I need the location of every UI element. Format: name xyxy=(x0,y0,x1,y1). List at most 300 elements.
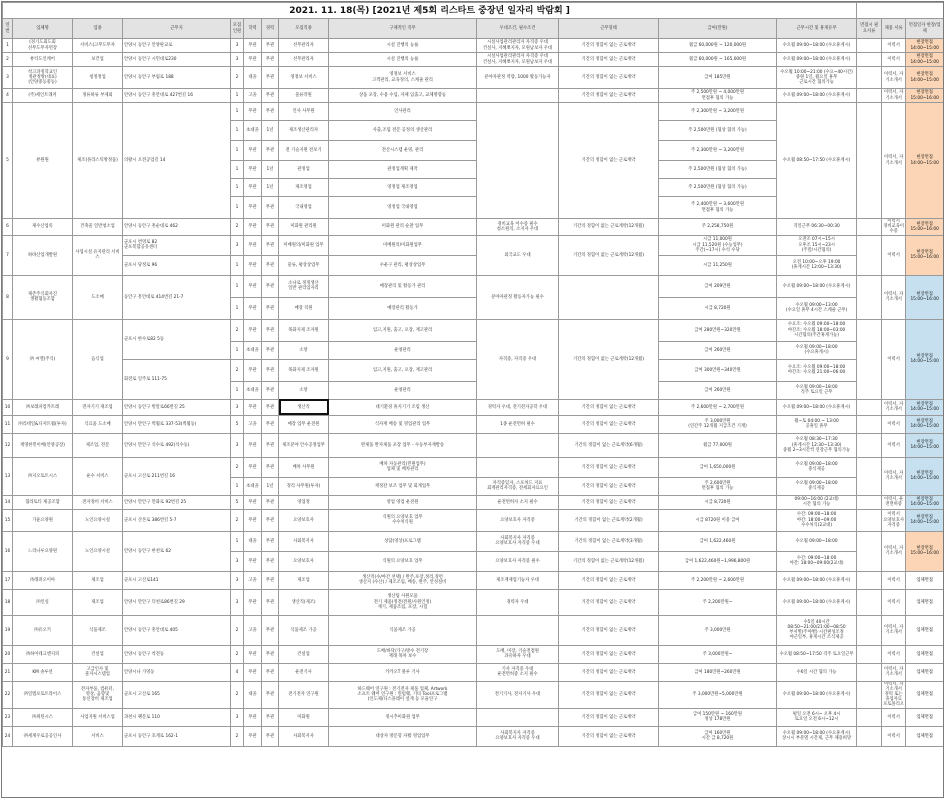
job-title[interactable]: 경리 사무원(투자) xyxy=(279,477,329,495)
employment-type[interactable]: 기간의 정함이 없는 근로계약 xyxy=(559,495,659,509)
company-name[interactable]: 하바산업개발원 xyxy=(13,235,73,275)
employment-type[interactable]: 기간의 정함이 없는 근로계약 xyxy=(559,103,659,219)
work-hours[interactable]: 수오월 08:50~17:50 격주 토요일근무 xyxy=(777,645,857,663)
work-hours[interactable]: 수요조: 수오월 09:00~18:00 야간조: 수오월 21:00~06:00 xyxy=(777,359,857,381)
work-location[interactable]: 과천시 팽문로 110 xyxy=(123,708,231,726)
employment-type[interactable]: 기간의 정함이 없는 근로계약(12개월) xyxy=(559,219,659,236)
industry[interactable]: 사업지원 서비스업 xyxy=(73,708,123,726)
job-title[interactable]: 관정업 xyxy=(279,161,329,179)
industry[interactable]: 서비스 xyxy=(73,726,123,746)
work-location[interactable]: 군포시 당정로 96 xyxy=(123,255,231,275)
industry[interactable]: 음식업 xyxy=(73,319,123,399)
work-hours[interactable]: 오전 10:00~오후 19:00 (휴게시간 12:00~13:30) xyxy=(777,255,857,275)
company-name[interactable]: 제수산업록 xyxy=(13,219,73,236)
education[interactable]: 초대졸 xyxy=(244,341,262,359)
job-duty[interactable]: 수운구 관리, 평상상업무 xyxy=(329,255,477,275)
employment-type[interactable]: 기간의 정함이 없는 근로계약 xyxy=(559,663,659,681)
job-duty[interactable]: 도배/바닥/가구/방수 전기장 재래 목차 보수 xyxy=(329,645,477,663)
interview-docs-note[interactable] xyxy=(857,103,882,219)
headcount[interactable]: 2 xyxy=(231,681,244,708)
job-title[interactable]: 제조분야 안수공정업무 xyxy=(279,433,329,457)
interview-docs-note[interactable] xyxy=(857,457,882,495)
work-hours[interactable]: 월~토 04:00 ~ 13:00 공휴일 휴무 xyxy=(777,415,857,433)
employment-type[interactable]: 기간의 정함이 없는 근로계약 xyxy=(559,477,659,495)
job-duty[interactable]: 운영관리 xyxy=(329,341,477,359)
work-location[interactable]: 군포시 번영로 82 군포복합공유센터 xyxy=(123,235,231,255)
salary[interactable]: 주 2,200만원~ xyxy=(659,589,777,615)
job-duty[interactable]: 입고,지원, 출고, 포장, 재고관리 xyxy=(329,319,477,341)
interview-docs-note[interactable] xyxy=(857,589,882,615)
salary[interactable]: 시급 11,000원 시급 11,520원 (수능업무) 주간(~17시) 수석 수당 xyxy=(659,235,777,255)
headcount[interactable]: 1 xyxy=(231,297,244,319)
company-name[interactable]: (경기도회도회 선무도무자면장 xyxy=(13,39,73,53)
education[interactable]: 무관 xyxy=(244,433,262,457)
job-title[interactable]: 목화지제 조자원 xyxy=(279,319,329,341)
interview-schedule[interactable]: 업체면접 xyxy=(906,663,944,681)
row-number[interactable]: 8 xyxy=(3,275,13,319)
job-duty[interactable]: 식품제조 가공 xyxy=(329,615,477,645)
employment-type[interactable]: 기간의 정함이 없는 근로계약(6개월) xyxy=(559,433,659,457)
education[interactable]: 고졸 xyxy=(244,415,262,433)
interview-docs-note[interactable] xyxy=(857,319,882,399)
education[interactable]: 무관 xyxy=(244,53,262,67)
job-title[interactable]: 건설업 xyxy=(279,645,329,663)
job-title[interactable]: 소망 xyxy=(279,341,329,359)
required-docs[interactable]: 이력서, 자기소개서 xyxy=(882,663,906,681)
education[interactable]: 대졸 xyxy=(244,531,262,551)
work-location[interactable]: 화전로 일주로 111-75 xyxy=(123,359,231,399)
work-location[interactable]: 안양시 동안구 부림로 188 xyxy=(123,67,231,89)
experience[interactable]: 무관 xyxy=(262,255,279,275)
interview-docs-note[interactable] xyxy=(857,219,882,236)
row-number[interactable]: 16 xyxy=(3,531,13,571)
work-hours[interactable]: 수요조: 수오월 09:00~18:00 야간조: 수오월 18:00~03:00 시간협의(주간휴게가능) xyxy=(777,319,857,341)
required-docs[interactable]: 이력서 xyxy=(882,415,906,433)
salary[interactable]: 주 2,500만원 ~ 4,000만원 면접후 협의 가능 xyxy=(659,89,777,103)
salary[interactable]: 급여 185만원 xyxy=(659,67,777,89)
preferred-conditions[interactable]: 자격증, 자격증 우대 xyxy=(477,319,559,399)
row-number[interactable]: 20 xyxy=(3,645,13,663)
interview-docs-note[interactable] xyxy=(857,67,882,89)
salary[interactable]: 급여 160만원 시간 급 8,720원 xyxy=(659,726,777,746)
employment-type[interactable]: 기간의 정함이 없는 근로계약 xyxy=(559,89,659,103)
job-duty[interactable]: 미배원의/미화원업무 xyxy=(329,235,477,255)
company-name[interactable]: 가윤요양원 xyxy=(13,509,73,531)
headcount[interactable]: 1 xyxy=(231,477,244,495)
job-title[interactable]: 전기전자 연구원 xyxy=(279,681,329,708)
experience[interactable]: 무관 xyxy=(262,457,279,477)
job-title[interactable]: 물류, 평상상업무 xyxy=(279,255,329,275)
interview-schedule[interactable]: 현장면접 15:00~16:00 xyxy=(906,89,944,103)
job-duty[interactable]: 식원의 요양보호 업무 xyxy=(329,551,477,571)
headcount[interactable]: 1 xyxy=(231,341,244,359)
preferred-conditions[interactable] xyxy=(477,433,559,457)
job-duty[interactable]: 영업 영업 운전원 xyxy=(329,495,477,509)
job-duty[interactable]: 미화원 관리 순찰 업무 xyxy=(329,219,477,236)
education[interactable]: 무관 xyxy=(244,255,262,275)
experience[interactable]: 무관 xyxy=(262,708,279,726)
headcount[interactable]: 3 xyxy=(231,708,244,726)
interview-schedule[interactable]: 현장면접 15:00~16:00 xyxy=(906,531,944,571)
interview-docs-note[interactable] xyxy=(857,615,882,645)
industry[interactable]: 식료품 도소매 xyxy=(73,415,123,433)
interview-docs-note[interactable] xyxy=(857,415,882,433)
company-name[interactable]: 뷰티도인케어 xyxy=(13,53,73,67)
interview-schedule[interactable]: 현장면접 15:00~16:00 xyxy=(906,235,944,275)
headcount[interactable]: 1 xyxy=(231,161,244,179)
work-hours[interactable]: 수간: 09:00~18:00 야간: 18:00~09:00 수수처식(2교대) xyxy=(777,509,857,531)
work-hours[interactable]: 수오월 09:00~18:00 중식제공 xyxy=(777,457,857,477)
row-number[interactable]: 23 xyxy=(3,708,13,726)
salary[interactable]: 월급 60,000원 ~ 120,000원 xyxy=(659,39,777,53)
headcount[interactable]: 1 xyxy=(231,531,244,551)
work-hours[interactable]: 수6일 시간 협의 가능 xyxy=(777,663,857,681)
job-title[interactable]: 요양보호사 xyxy=(279,551,329,571)
interview-schedule[interactable]: 현장면접 14:00~15:00 xyxy=(906,457,944,495)
employment-type[interactable]: 기간의 정함이 없는 근로계약 xyxy=(559,645,659,663)
company-name[interactable]: 느리나루요양원 xyxy=(13,531,73,571)
salary[interactable]: 주 2,300만원 ~ 3,200만원 xyxy=(659,141,777,161)
preferred-conditions[interactable]: 도배, 미장, 기술전점원 과유하자 우대 xyxy=(477,645,559,663)
industry[interactable]: 사업시설 유지관리 서비스 xyxy=(73,235,123,275)
work-location[interactable]: 안양시 동안구 흥안대로 427번길 16 xyxy=(123,89,231,103)
experience[interactable]: 1년 xyxy=(262,179,279,197)
experience[interactable]: 무관 xyxy=(262,726,279,746)
work-hours[interactable]: 격일근무 06:30~00:30 xyxy=(777,219,857,236)
employment-type[interactable]: 기간의 정함이 없는 근로계약(12개월) xyxy=(559,235,659,275)
education[interactable]: 무관 xyxy=(244,219,262,236)
required-docs[interactable]: 이력서, 자기소개서 xyxy=(882,531,906,571)
interview-schedule[interactable]: 현장면접 14:00~15:00 xyxy=(906,53,944,67)
job-title[interactable]: 목화지제 조자원 xyxy=(279,359,329,381)
work-location[interactable]: 안양시 동안구 착전동 xyxy=(123,645,231,663)
company-name[interactable]: ㈜리테일&디저트월(투자) xyxy=(13,415,73,433)
job-duty[interactable]: 운영관리 xyxy=(329,381,477,399)
headcount[interactable]: 2 xyxy=(231,726,244,746)
company-name[interactable]: 협라토티 제공조합 xyxy=(13,495,73,509)
industry[interactable]: 노인요양시설 xyxy=(73,531,123,571)
employment-type[interactable]: 기간의 정함이 없는 근로계약 xyxy=(559,726,659,746)
education[interactable]: 고졸 xyxy=(244,89,262,103)
employment-type[interactable]: 기간의 정함이 없는 근로계약 xyxy=(559,681,659,708)
company-name[interactable]: ㈜위틴시스 xyxy=(13,708,73,726)
headcount[interactable]: 2 xyxy=(231,67,244,89)
job-duty[interactable]: 시설 진행의 능률 xyxy=(329,53,477,67)
interview-schedule[interactable]: 업체면접 xyxy=(906,708,944,726)
company-name[interactable]: 재영한민이베(안양공장) xyxy=(13,433,73,457)
interview-docs-note[interactable] xyxy=(857,645,882,663)
job-title[interactable]: 식품제조 가공 xyxy=(279,615,329,645)
interview-docs-note[interactable] xyxy=(857,571,882,589)
salary[interactable]: 급여 1,622,460원 xyxy=(659,531,777,551)
industry[interactable]: 전자정비 서비스 xyxy=(73,495,123,509)
salary[interactable]: 주 3,000만원~ xyxy=(659,645,777,663)
work-hours[interactable]: 오전조 07시~15시 오후조 15시~23시 (주말/시간협의) xyxy=(777,235,857,255)
headcount[interactable]: 1 xyxy=(231,255,244,275)
job-duty[interactable]: 영정업 제조영업 xyxy=(329,179,477,197)
experience[interactable]: 무관 xyxy=(262,551,279,571)
required-docs[interactable]: 이력서, 자기소개서 xyxy=(882,399,906,415)
job-duty[interactable]: 매장관리 및 활동가 관리 xyxy=(329,275,477,297)
job-title[interactable]: 영정보 서비스 xyxy=(279,67,329,89)
work-location[interactable]: 안양시 만안구 석수로 492(석수동) xyxy=(123,433,231,457)
salary[interactable]: 주 2,258,750원 xyxy=(659,219,777,236)
headcount[interactable]: 2 xyxy=(231,359,244,381)
experience[interactable]: 무관 xyxy=(262,415,279,433)
work-location[interactable]: 군포시 동안구 호계로 162-1 xyxy=(123,726,231,746)
job-duty[interactable]: 영정보 서비스 고객관리, 교육정의, 스케줄 관리 xyxy=(329,67,477,89)
education[interactable]: 무관 xyxy=(244,161,262,179)
job-title[interactable]: 미배원의/미화원 업무 xyxy=(279,235,329,255)
job-duty[interactable]: 생산직(수/야간 선택) / 완주,포장,정리,정련 생산지 (수산) / 제조조립, 배송, 완주, 안성설비 xyxy=(329,571,477,589)
job-duty[interactable]: 대기환경 휴지기기 조립 생산 xyxy=(329,399,477,415)
headcount[interactable]: 1 xyxy=(231,275,244,297)
interview-schedule[interactable]: 현장면접 14:00~15:00 xyxy=(906,39,944,53)
headcount[interactable]: 3 xyxy=(231,53,244,67)
work-location[interactable]: 군포시 한수로82 5동 xyxy=(123,319,231,359)
employment-type[interactable]: 기간의 정함이 없는 근로계약(12개월) xyxy=(559,551,659,571)
salary[interactable]: 급여 300만원~340만원 xyxy=(659,359,777,381)
required-docs[interactable]: 이력서 xyxy=(882,319,906,399)
job-duty[interactable]: 하드웨어 연구원 : 전기전자 제품 업체, Artwork 소프트 웨어 연구원 : 윈펌웨, 기타 Tool프로그램 (인도체/디스플레이 설계 등 모듈연구 xyxy=(329,681,477,708)
row-number[interactable]: 9 xyxy=(3,319,13,399)
job-duty[interactable]: 정시추미화원 업무 xyxy=(329,708,477,726)
interview-schedule[interactable]: 현장면접 14:00~15:00 xyxy=(906,433,944,457)
interview-docs-note[interactable] xyxy=(857,663,882,681)
work-hours[interactable]: 수오월 09:00~18:00 (수요휴게시) xyxy=(777,589,857,615)
experience[interactable]: 무관 xyxy=(262,681,279,708)
job-title[interactable]: 제조영업 xyxy=(279,179,329,197)
company-name[interactable]: 뷰원원 xyxy=(13,103,73,219)
industry[interactable]: 청정정업 xyxy=(73,67,123,89)
experience[interactable]: 무관 xyxy=(262,219,279,236)
work-hours[interactable]: 수오월 09:00~18:00 (수요휴게시) xyxy=(777,275,857,297)
headcount[interactable]: 3 xyxy=(231,589,244,615)
company-name[interactable]: 착고과정학교인 정관정방(대표) (안양중동중동) xyxy=(13,67,73,89)
employment-type[interactable]: 기간의 정함이 없는 근로계약 xyxy=(559,39,659,53)
headcount[interactable]: 3 xyxy=(231,235,244,255)
experience[interactable]: 무관 xyxy=(262,319,279,341)
job-title[interactable]: 운전기사 xyxy=(279,663,329,681)
industry[interactable]: 운수 서비스 xyxy=(73,457,123,495)
job-duty[interactable]: 전산시스템 운영, 관리 xyxy=(329,141,477,161)
row-number[interactable]: 6 xyxy=(3,219,13,236)
education[interactable]: 무관 xyxy=(244,663,262,681)
education[interactable]: 초대졸 xyxy=(244,121,262,141)
employment-type[interactable]: 기간의 정함이 없는 근로계약(12개월) xyxy=(559,319,659,399)
preferred-conditions[interactable]: 사회복지사 자격증 요양보호사 자격증 우대 xyxy=(477,726,559,746)
headcount[interactable]: 5 xyxy=(231,495,244,509)
interview-docs-note[interactable] xyxy=(857,433,882,457)
job-duty[interactable]: 매장관리 활동가 xyxy=(329,297,477,319)
employment-type[interactable]: 기간의 정함이 없는 근로계약 xyxy=(559,399,659,415)
job-duty[interactable]: 완제품 완자제품 포장 업무 - 수동부자재발송 xyxy=(329,433,477,457)
job-title[interactable]: 매장 업무 운전원 xyxy=(279,415,329,433)
salary[interactable]: 주 2,300만원 ~ 3,200만원 xyxy=(659,103,777,121)
education[interactable]: 무관 xyxy=(244,457,262,477)
row-number[interactable]: 7 xyxy=(3,235,13,275)
company-name[interactable]: ㈜유오키 xyxy=(13,615,73,645)
interview-docs-note[interactable] xyxy=(857,235,882,275)
experience[interactable]: 1년 xyxy=(262,121,279,141)
headcount[interactable]: 1 xyxy=(231,179,244,197)
interview-schedule[interactable]: 업체면접 xyxy=(906,615,944,645)
experience[interactable]: 무관 xyxy=(262,341,279,359)
salary[interactable]: 주 3,000만원 xyxy=(659,615,777,645)
headcount[interactable]: 3 xyxy=(231,551,244,571)
work-hours[interactable]: 09:00~16:00 (2교대) 시간 협의 가능 xyxy=(777,495,857,509)
education[interactable]: 무관 xyxy=(244,399,262,415)
work-hours[interactable]: 수5일 40시간 08:50~21:00/21:00~08:50 부서별(주야별) 시간편성조정 야근일부, 휴게시간 조식제공 xyxy=(777,615,857,645)
required-docs[interactable]: 이력서, 자기소개서 xyxy=(882,103,906,219)
experience[interactable]: 무관 xyxy=(262,645,279,663)
job-title[interactable]: 국내영업 xyxy=(279,197,329,219)
salary[interactable]: 급여 1,650,000원 xyxy=(659,457,777,477)
work-location[interactable]: 동안구 흥안대로 414번길 21-7 xyxy=(123,275,231,319)
experience[interactable]: 무관 xyxy=(262,589,279,615)
preferred-conditions[interactable]: 운전면허자 소지 필수 xyxy=(477,495,559,509)
job-title[interactable]: 미화원 관리원 xyxy=(279,219,329,236)
work-location[interactable]: 안양시 동안구 안양판교로 xyxy=(123,39,231,53)
headcount[interactable]: 2 xyxy=(231,509,244,531)
work-location[interactable]: 안양시나 가영동 xyxy=(123,663,231,681)
interview-docs-note[interactable] xyxy=(857,39,882,53)
education[interactable]: 무관 xyxy=(244,179,262,197)
job-duty[interactable]: 영정업 국내영업 xyxy=(329,197,477,219)
required-docs[interactable]: 이력서 xyxy=(882,53,906,67)
job-duty[interactable]: 식자재 배송 및 영업관리 업무 xyxy=(329,415,477,433)
company-name[interactable]: ㈜하이테크엔지퍼 xyxy=(13,645,73,663)
row-number[interactable]: 2 xyxy=(3,53,13,67)
job-duty[interactable]: 생산팀 사원모품 전기 제품(정전/전원/사원인정) 재기, 제품조립, 포장, 시험 xyxy=(329,589,477,615)
preferred-conditions[interactable]: 분야자관정 역량, 1000 활동가능자 xyxy=(477,67,559,89)
salary[interactable]: 주 2,500만원 (협상 협의 가능) xyxy=(659,179,777,197)
headcount[interactable]: 1 xyxy=(231,141,244,161)
preferred-conditions[interactable]: 1종 운전면허 필수 xyxy=(477,415,559,433)
work-location[interactable]: 의왕시 오전공업길 14 xyxy=(123,103,231,219)
employment-type[interactable]: 기간의 정함이 없는 근로계약 xyxy=(559,53,659,67)
headcount[interactable]: 3 xyxy=(231,39,244,53)
work-hours[interactable]: 수오월 09:00~18:00 (수요휴게시) xyxy=(777,53,857,67)
job-title[interactable]: 전 기술지원 전보기 xyxy=(279,141,329,161)
education[interactable]: 무관 xyxy=(244,39,262,53)
work-hours[interactable]: 수오월 08:30~17:30 (휴게시간 12:30~13:30) 중월 2~3시간씩 연장근무 협의가능 xyxy=(777,433,857,457)
experience[interactable]: 무관 xyxy=(262,197,279,219)
experience[interactable]: 무관 xyxy=(262,141,279,161)
required-docs[interactable]: 이력서, 자기소개서 경력 또는 졸업자료 포토폴리오 xyxy=(883,681,905,708)
interview-schedule[interactable]: 현장면접 15:00~16:00 xyxy=(906,275,944,319)
preferred-conditions[interactable] xyxy=(477,615,559,645)
work-location[interactable]: 안양시 만안구 만화로 92번길 25 xyxy=(123,495,231,509)
company-name[interactable]: ㈜인실 xyxy=(13,589,73,615)
required-docs[interactable]: 이력서, 자기소개서 xyxy=(882,67,906,89)
required-docs[interactable]: 이력서 xyxy=(882,708,906,726)
headcount[interactable]: 1 xyxy=(231,121,244,141)
education[interactable]: 무관 xyxy=(244,297,262,319)
employment-type[interactable]: 기간의 정함이 없는 근로계약 xyxy=(559,615,659,645)
industry[interactable]: 노인요양시설 xyxy=(73,509,123,531)
work-location[interactable]: 안양시 동안구 한천로 62 xyxy=(123,531,231,571)
education[interactable]: 무관 xyxy=(244,359,262,381)
salary[interactable]: 주 2,400만원 ~ 3,600만원 면접후 협의 가능 xyxy=(659,197,777,219)
job-duty[interactable]: 재정잔 보조 업무 및 회계업무 xyxy=(329,477,477,495)
work-hours[interactable]: 수오월 09:00~13:00 (수요일 휴무 4시간 스케줄 근무) xyxy=(777,297,857,319)
experience[interactable]: 무관 xyxy=(262,381,279,399)
interview-schedule[interactable]: 현장면접 14:00~15:00 xyxy=(906,319,944,399)
row-number[interactable]: 21 xyxy=(3,663,13,681)
required-docs[interactable]: 이력서 xyxy=(882,726,906,746)
industry[interactable]: 제조업 xyxy=(73,571,123,589)
preferred-conditions[interactable] xyxy=(477,457,559,477)
work-location[interactable]: 안양시 동안구 흥안대로 405 xyxy=(123,615,231,645)
education[interactable]: 고졸 xyxy=(244,571,262,589)
job-title[interactable]: 인사 사무원 xyxy=(279,103,329,121)
job-duty[interactable]: 배차 자동관리(민원업무) 업체 및 배차관리 xyxy=(329,457,477,477)
education[interactable]: 대졸 xyxy=(244,67,262,89)
job-duty[interactable]: 관정업계획 제작 xyxy=(329,161,477,179)
work-hours[interactable]: 수오월 09:00~18:00 (수요휴게시) 상시시 부분열 시간제, 근무 채용희망 xyxy=(777,726,857,746)
experience[interactable]: 무관 xyxy=(262,615,279,645)
required-docs[interactable]: 이력서, 자기소개서 xyxy=(882,457,906,495)
employment-type[interactable]: 기간의 정함이 없는 근로계약 xyxy=(559,589,659,615)
education[interactable]: 무관 xyxy=(244,495,262,509)
experience[interactable]: 무관 xyxy=(262,67,279,89)
job-title[interactable]: 생산직(제조) xyxy=(279,589,329,615)
job-duty[interactable]: 사출,조립 전문 공정의 생산관리 xyxy=(329,121,477,141)
job-title[interactable]: 배차 사무원 xyxy=(279,457,329,477)
work-hours[interactable]: 수오월 10:00~21:00 (수요~40시간) 중원 1일, 월요일 휴무 근로시간 협의가능 xyxy=(777,67,857,89)
headcount[interactable]: 1 xyxy=(231,381,244,399)
work-hours[interactable]: 수오월 09:00~18:00 (수요휴게시) xyxy=(777,399,857,415)
preferred-conditions[interactable]: 자격증있자, 스포처드 지표 회계관리자격증, 전세회자료요인 xyxy=(477,477,559,495)
job-duty[interactable]: 인사관리 xyxy=(329,103,477,121)
experience[interactable]: 무관 xyxy=(262,495,279,509)
industry[interactable]: 보건업 xyxy=(73,53,123,67)
experience[interactable]: 무관 xyxy=(262,275,279,297)
job-duty[interactable]: 식원의 요양보호 업무 수수처식원 xyxy=(329,509,477,531)
row-number[interactable]: 18 xyxy=(3,589,13,615)
row-number[interactable]: 5 xyxy=(3,103,13,219)
preferred-conditions[interactable]: 외국교도 우대 xyxy=(477,235,559,275)
salary[interactable]: 급여 260만원 xyxy=(659,341,777,359)
preferred-conditions[interactable]: 경비교육 이수증 필수 청소원의, 소지자 우대 xyxy=(477,219,559,236)
work-hours[interactable]: 수오월 09:00~18:00 격주 토요일 근무 xyxy=(777,381,857,399)
preferred-conditions[interactable]: 제조재제업기능자 우대 xyxy=(477,571,559,589)
experience[interactable]: 무관 xyxy=(262,399,279,415)
employment-type[interactable]: 기간의 정함이 없는 근로계약 xyxy=(559,457,659,477)
required-docs[interactable]: 이력서 xyxy=(882,433,906,457)
job-title[interactable]: 사회복지사 xyxy=(279,726,329,746)
interview-schedule[interactable]: 업체면접 xyxy=(906,589,944,615)
experience[interactable]: 1년 xyxy=(262,161,279,179)
interview-schedule[interactable]: 현장면접 15:00~16:00 xyxy=(906,219,944,236)
interview-schedule[interactable]: 현장면접 14:00~15:00 xyxy=(906,509,944,531)
salary[interactable]: 급여 180만원~260만원 xyxy=(659,663,777,681)
industry[interactable]: 도소매 xyxy=(73,275,123,319)
required-docs[interactable]: 이력서 요양보호사 자격증 xyxy=(882,509,906,531)
preferred-conditions[interactable]: 분야자관정 활동자가능 필수 xyxy=(477,275,559,319)
work-location[interactable]: 군포시 고산로 211번길 16 xyxy=(123,457,231,495)
interview-docs-note[interactable] xyxy=(857,509,882,531)
preferred-conditions[interactable]: 전기기사, 전자기사 우대 xyxy=(477,681,559,708)
interview-docs-note[interactable] xyxy=(857,531,882,571)
employment-type[interactable]: 기간의 정함이 없는 근로계약 xyxy=(559,708,659,726)
salary[interactable]: 시급 8,720원 xyxy=(659,495,777,509)
interview-docs-note[interactable] xyxy=(857,708,882,726)
work-hours[interactable]: 수간: 09:00~18:00 야간: 18:00~09:00(2교대) xyxy=(777,551,857,571)
preferred-conditions[interactable]: 시설사업관리관리자 자격증 우대 건설사, 지혜뽀지자, 모원남보자 우대 xyxy=(477,53,559,67)
education[interactable]: 무관 xyxy=(244,726,262,746)
